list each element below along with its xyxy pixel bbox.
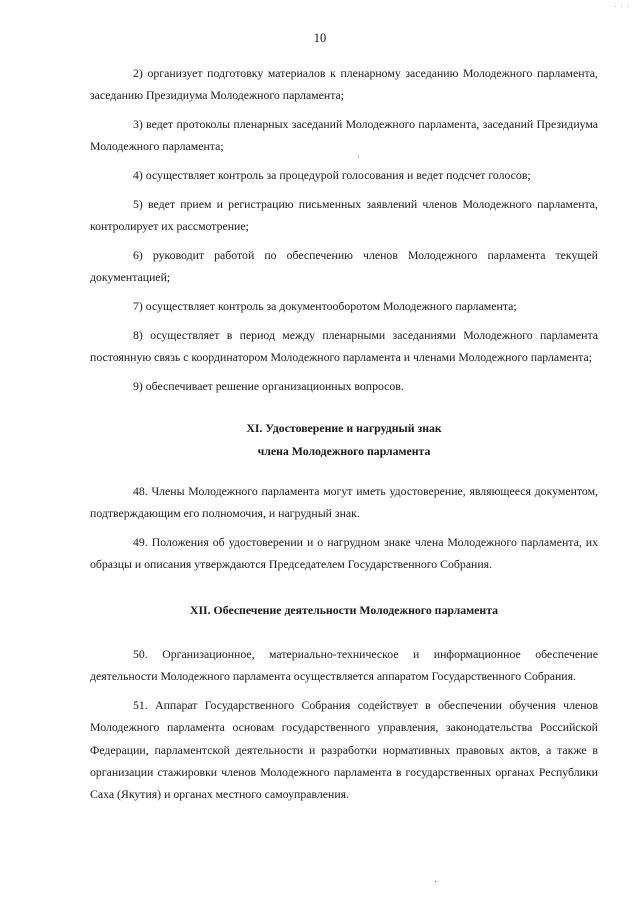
clause-51: 51. Аппарат Государственного Собрания содействует в обеспечении обучения членов Молодежного парламента основам государственного управления, законодательства Российской Федерации, парламентской деятельности и разработки нормативных правовых актов, а также в организации стажировки членов Молодежного парламента в государственных органах Республики Саха (Якутия) и органах местного самоуправления.	[90, 698, 598, 802]
list-item: 4) осуществляет контроль за процедурой голосования и ведет подсчет голосов;	[133, 168, 531, 183]
clause-49: 49. Положения об удостоверении и о нагрудном знаке члена Молодежного парламента, их образцы и описания утверждаются Председателем Государственного Собрания.	[90, 535, 598, 572]
scan-speck: ·	[357, 152, 360, 162]
clause-48: 48. Члены Молодежного парламента могут иметь удостоверение, являющееся документом, подтверждающим его полномочия, и нагрудный знак.	[90, 483, 598, 521]
list-item: 6) руководит работой по обеспечению членов Молодежного парламента текущей документацией;	[90, 248, 598, 285]
section-xii-heading	[90, 599, 598, 621]
list-item: 7) осуществляет контроль за документооборотом Молодежного парламента;	[133, 299, 517, 314]
list-item: 5) ведет прием и регистрацию письменных заявлений членов Молодежного парламента, контролирует их рассмотрение;	[90, 196, 598, 234]
document-body	[90, 62, 598, 812]
section-xi-heading	[90, 417, 598, 462]
section-xi-title-line1: XI. Удостоверение и нагрудный знак	[246, 421, 442, 436]
clause-50: 50. Организационное, материально-техническое и информационное обеспечение деятельности Молодежного парламента осуществляется аппаратом Государственного Собрания.	[90, 646, 598, 684]
section-xii-title: XII. Обеспечение деятельности Молодежного парламента	[189, 602, 499, 617]
list-item: 9) обеспечивает решение организационных вопросов.	[133, 379, 404, 394]
scan-edge-mark: · · ·	[614, 3, 630, 11]
section-xi-title-line2: члена Молодежного парламента	[257, 443, 431, 458]
scan-speck: ·	[434, 877, 438, 888]
page-number: 10	[313, 31, 327, 45]
list-item: 3) ведет протоколы пленарных заседаний Молодежного парламента, заседаний Президиума Молодежного парламента;	[90, 117, 598, 154]
list-item: 2) организует подготовку материалов к пленарному заседанию Молодежного парламента, заседанию Президиума Молодежного парламента;	[90, 66, 598, 103]
list-item: 8) осуществляет в период между пленарными заседаниями Молодежного парламента постоянную связь с координатором Молодежного парламента и членами Молодежного парламента;	[90, 327, 598, 365]
